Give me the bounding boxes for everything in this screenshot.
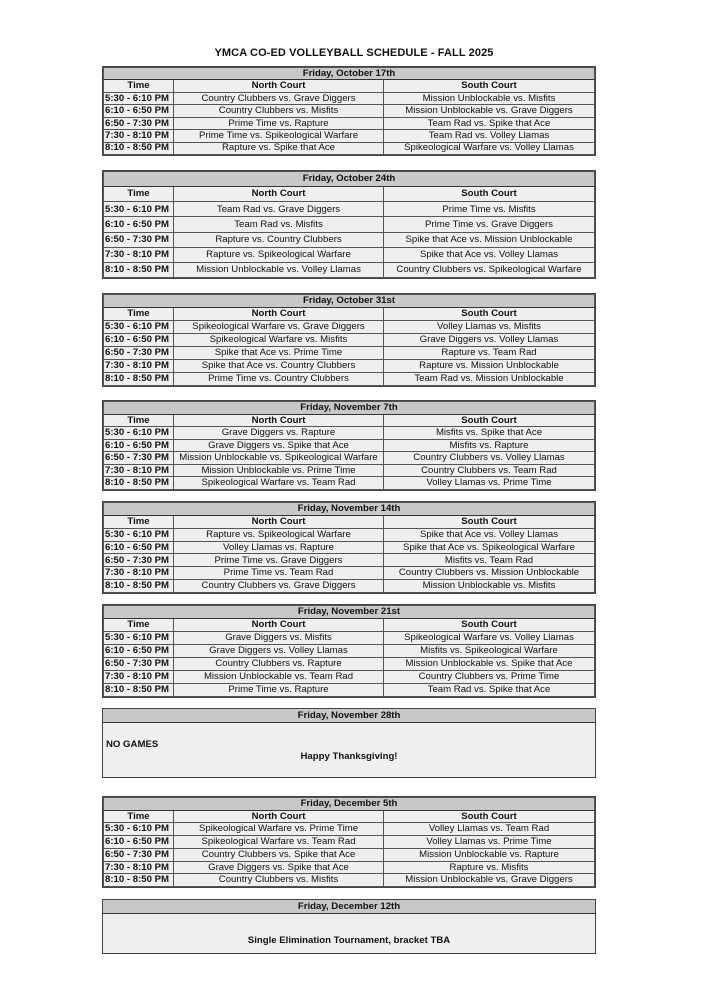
game-row — [104, 874, 595, 887]
game-time: 5:30 - 6:10 PM — [104, 823, 174, 836]
game-row — [104, 632, 595, 645]
game-row — [104, 554, 595, 567]
game-row — [104, 861, 595, 874]
south-court-matchup: Team Rad vs. Spike that Ace — [384, 684, 595, 697]
north-court-matchup: Spike that Ace vs. Country Clubbers — [174, 360, 384, 373]
north-court-matchup: Mission Unblockable vs. Volley Llamas — [174, 262, 384, 277]
south-court-matchup: Country Clubbers vs. Volley Llamas — [384, 452, 595, 465]
game-row — [104, 567, 595, 580]
schedule-table — [103, 797, 595, 887]
week-schedule — [102, 66, 596, 156]
south-court-header: South Court — [384, 187, 595, 202]
column-header-row — [104, 515, 595, 528]
north-court-matchup: Rapture vs. Spikeological Warfare — [174, 247, 384, 262]
game-time: 7:30 - 8:10 PM — [104, 247, 174, 262]
south-court-matchup: Country Clubbers vs. Spikeological Warfare — [384, 262, 595, 277]
south-court-matchup: Mission Unblockable vs. Rapture — [384, 848, 595, 861]
game-time: 7:30 - 8:10 PM — [104, 130, 174, 142]
north-court-header: North Court — [174, 619, 384, 632]
date-row — [104, 402, 595, 415]
game-row — [104, 373, 595, 386]
date-row — [104, 798, 595, 811]
game-row — [104, 452, 595, 465]
schedule-table — [103, 294, 595, 386]
week-date: Friday, December 5th — [104, 798, 595, 811]
game-row — [104, 130, 595, 142]
north-court-matchup: Rapture vs. Country Clubbers — [174, 232, 384, 247]
south-court-header: South Court — [384, 80, 595, 92]
week-date: Friday, November 14th — [104, 503, 595, 516]
south-court-matchup: Misfits vs. Rapture — [384, 439, 595, 452]
game-time: 7:30 - 8:10 PM — [104, 360, 174, 373]
game-row — [104, 658, 595, 671]
north-court-header: North Court — [174, 308, 384, 321]
no-games-note: NO GAMES — [106, 739, 159, 750]
south-court-matchup: Mission Unblockable vs. Spike that Ace — [384, 658, 595, 671]
north-court-matchup: Prime Time vs. Country Clubbers — [174, 373, 384, 386]
south-court-matchup: Team Rad vs. Mission Unblockable — [384, 373, 595, 386]
north-court-matchup: Country Clubbers vs. Spike that Ace — [174, 848, 384, 861]
game-row — [104, 247, 595, 262]
game-time: 6:50 - 7:30 PM — [104, 232, 174, 247]
game-time: 6:50 - 7:30 PM — [104, 554, 174, 567]
column-header-row — [104, 619, 595, 632]
north-court-header: North Court — [174, 515, 384, 528]
south-court-matchup: Mission Unblockable vs. Grave Diggers — [384, 105, 595, 117]
north-court-header: North Court — [174, 414, 384, 427]
week-date: Friday, October 17th — [104, 68, 595, 80]
week-schedule — [102, 796, 596, 888]
game-row — [104, 262, 595, 277]
north-court-matchup: Team Rad vs. Grave Diggers — [174, 202, 384, 217]
south-court-matchup: Volley Llamas vs. Misfits — [384, 321, 595, 334]
north-court-matchup: Team Rad vs. Misfits — [174, 217, 384, 232]
game-time: 6:10 - 6:50 PM — [104, 836, 174, 849]
game-row — [104, 580, 595, 593]
game-time: 5:30 - 6:10 PM — [104, 528, 174, 541]
game-time: 6:10 - 6:50 PM — [104, 541, 174, 554]
game-row — [104, 142, 595, 154]
week-date: Friday, November 21st — [104, 606, 595, 619]
north-court-matchup: Country Clubbers vs. Grave Diggers — [174, 580, 384, 593]
date-row — [104, 68, 595, 80]
south-court-matchup: Country Clubbers vs. Team Rad — [384, 464, 595, 477]
game-row — [104, 684, 595, 697]
game-time: 6:50 - 7:30 PM — [104, 658, 174, 671]
game-time: 6:10 - 6:50 PM — [104, 217, 174, 232]
week-date: Friday, December 12th — [103, 900, 595, 914]
game-time: 6:10 - 6:50 PM — [104, 439, 174, 452]
south-court-matchup: Grave Diggers vs. Volley Llamas — [384, 334, 595, 347]
game-time: 5:30 - 6:10 PM — [104, 632, 174, 645]
north-court-header: North Court — [174, 80, 384, 92]
north-court-matchup: Grave Diggers vs. Spike that Ace — [174, 439, 384, 452]
south-court-matchup: Prime Time vs. Grave Diggers — [384, 217, 595, 232]
game-time: 8:10 - 8:50 PM — [104, 874, 174, 887]
schedule-table — [103, 67, 595, 155]
game-row — [104, 232, 595, 247]
time-column-header: Time — [104, 308, 174, 321]
week-schedule — [102, 501, 596, 594]
game-row — [104, 360, 595, 373]
south-court-header: South Court — [384, 619, 595, 632]
north-court-matchup: Spikeological Warfare vs. Misfits — [174, 334, 384, 347]
game-row — [104, 541, 595, 554]
game-row — [104, 347, 595, 360]
south-court-matchup: Country Clubbers vs. Mission Unblockable — [384, 567, 595, 580]
game-time: 8:10 - 8:50 PM — [104, 580, 174, 593]
north-court-matchup: Prime Time vs. Spikeological Warfare — [174, 130, 384, 142]
column-header-row — [104, 80, 595, 92]
north-court-matchup: Rapture vs. Spikeological Warfare — [174, 528, 384, 541]
date-row — [104, 295, 595, 308]
south-court-matchup: Misfits vs. Spike that Ace — [384, 427, 595, 440]
north-court-matchup: Prime Time vs. Rapture — [174, 117, 384, 129]
game-row — [104, 105, 595, 117]
schedule-table — [103, 171, 595, 278]
south-court-matchup: Team Rad vs. Volley Llamas — [384, 130, 595, 142]
north-court-matchup: Spikeological Warfare vs. Grave Diggers — [174, 321, 384, 334]
north-court-matchup: Grave Diggers vs. Rapture — [174, 427, 384, 440]
south-court-header: South Court — [384, 414, 595, 427]
tournament-message: Single Elimination Tournament, bracket TBA — [247, 935, 451, 946]
game-time: 6:50 - 7:30 PM — [104, 117, 174, 129]
south-court-matchup: Spike that Ace vs. Mission Unblockable — [384, 232, 595, 247]
column-header-row — [104, 187, 595, 202]
column-header-row — [104, 414, 595, 427]
schedule-table — [103, 502, 595, 593]
game-time: 8:10 - 8:50 PM — [104, 684, 174, 697]
south-court-matchup: Volley Llamas vs. Prime Time — [384, 836, 595, 849]
south-court-matchup: Misfits vs. Team Rad — [384, 554, 595, 567]
north-court-matchup: Mission Unblockable vs. Team Rad — [174, 671, 384, 684]
north-court-matchup: Rapture vs. Spike that Ace — [174, 142, 384, 154]
south-court-matchup: Spike that Ace vs. Spikeological Warfare — [384, 541, 595, 554]
date-row — [104, 606, 595, 619]
game-row — [104, 836, 595, 849]
game-row — [104, 823, 595, 836]
game-row — [104, 321, 595, 334]
game-row — [104, 202, 595, 217]
north-court-matchup: Spikeological Warfare vs. Team Rad — [174, 477, 384, 490]
south-court-matchup: Spikeological Warfare vs. Volley Llamas — [384, 632, 595, 645]
north-court-matchup: Prime Time vs. Grave Diggers — [174, 554, 384, 567]
game-row — [104, 528, 595, 541]
game-time: 6:50 - 7:30 PM — [104, 848, 174, 861]
game-time: 8:10 - 8:50 PM — [104, 142, 174, 154]
tournament-week — [102, 899, 596, 954]
date-row — [104, 503, 595, 516]
north-court-matchup: Mission Unblockable vs. Prime Time — [174, 464, 384, 477]
thanksgiving-message: Happy Thanksgiving! — [300, 751, 398, 762]
week-date: Friday, October 31st — [104, 295, 595, 308]
game-time: 8:10 - 8:50 PM — [104, 262, 174, 277]
south-court-matchup: Misfits vs. Spikeological Warfare — [384, 645, 595, 658]
game-time: 7:30 - 8:10 PM — [104, 464, 174, 477]
time-column-header: Time — [104, 414, 174, 427]
week-date: Friday, October 24th — [104, 172, 595, 187]
south-court-matchup: Rapture vs. Misfits — [384, 861, 595, 874]
game-row — [104, 671, 595, 684]
game-time: 7:30 - 8:10 PM — [104, 861, 174, 874]
game-time: 5:30 - 6:10 PM — [104, 321, 174, 334]
south-court-matchup: Rapture vs. Mission Unblockable — [384, 360, 595, 373]
game-time: 5:30 - 6:10 PM — [104, 427, 174, 440]
south-court-matchup: Country Clubbers vs. Prime Time — [384, 671, 595, 684]
north-court-matchup: Country Clubbers vs. Grave Diggers — [174, 92, 384, 104]
north-court-matchup: Country Clubbers vs. Misfits — [174, 105, 384, 117]
game-time: 8:10 - 8:50 PM — [104, 477, 174, 490]
north-court-matchup: Grave Diggers vs. Spike that Ace — [174, 861, 384, 874]
schedule-title: YMCA CO-ED VOLLEYBALL SCHEDULE - FALL 2025 — [214, 47, 494, 59]
south-court-matchup: Spike that Ace vs. Volley Llamas — [384, 528, 595, 541]
date-row — [104, 172, 595, 187]
north-court-matchup: Country Clubbers vs. Rapture — [174, 658, 384, 671]
south-court-matchup: Prime Time vs. Misfits — [384, 202, 595, 217]
game-row — [104, 334, 595, 347]
game-row — [104, 848, 595, 861]
time-column-header: Time — [104, 80, 174, 92]
week-schedule — [102, 293, 596, 387]
south-court-matchup: Volley Llamas vs. Prime Time — [384, 477, 595, 490]
north-court-matchup: Spikeological Warfare vs. Prime Time — [174, 823, 384, 836]
game-time: 6:50 - 7:30 PM — [104, 347, 174, 360]
south-court-matchup: Spikeological Warfare vs. Volley Llamas — [384, 142, 595, 154]
game-row — [104, 464, 595, 477]
south-court-matchup: Rapture vs. Team Rad — [384, 347, 595, 360]
time-column-header: Time — [104, 515, 174, 528]
game-time: 5:30 - 6:10 PM — [104, 202, 174, 217]
south-court-header: South Court — [384, 515, 595, 528]
time-column-header: Time — [104, 810, 174, 823]
game-time: 6:10 - 6:50 PM — [104, 645, 174, 658]
week-schedule — [102, 170, 596, 279]
north-court-matchup: Spikeological Warfare vs. Team Rad — [174, 836, 384, 849]
game-row — [104, 427, 595, 440]
north-court-matchup: Spike that Ace vs. Prime Time — [174, 347, 384, 360]
game-row — [104, 477, 595, 490]
game-time: 8:10 - 8:50 PM — [104, 373, 174, 386]
game-row — [104, 92, 595, 104]
game-time: 7:30 - 8:10 PM — [104, 671, 174, 684]
week-date: Friday, November 7th — [104, 402, 595, 415]
north-court-matchup: Grave Diggers vs. Misfits — [174, 632, 384, 645]
south-court-header: South Court — [384, 810, 595, 823]
game-time: 6:10 - 6:50 PM — [104, 334, 174, 347]
north-court-matchup: Mission Unblockable vs. Spikeological Warfare — [174, 452, 384, 465]
column-header-row — [104, 308, 595, 321]
time-column-header: Time — [104, 187, 174, 202]
time-column-header: Time — [104, 619, 174, 632]
thanksgiving-week — [102, 708, 596, 778]
schedule-table — [103, 401, 595, 490]
game-row — [104, 439, 595, 452]
week-date: Friday, November 28th — [103, 709, 595, 723]
north-court-matchup: Prime Time vs. Rapture — [174, 684, 384, 697]
game-time: 5:30 - 6:10 PM — [104, 92, 174, 104]
game-row — [104, 645, 595, 658]
week-schedule — [102, 400, 596, 491]
game-time: 6:10 - 6:50 PM — [104, 105, 174, 117]
south-court-matchup: Team Rad vs. Spike that Ace — [384, 117, 595, 129]
game-time: 6:50 - 7:30 PM — [104, 452, 174, 465]
column-header-row — [104, 810, 595, 823]
week-schedule — [102, 604, 596, 698]
north-court-matchup: Prime Time vs. Team Rad — [174, 567, 384, 580]
south-court-matchup: Volley Llamas vs. Team Rad — [384, 823, 595, 836]
north-court-matchup: Grave Diggers vs. Volley Llamas — [174, 645, 384, 658]
south-court-matchup: Mission Unblockable vs. Misfits — [384, 92, 595, 104]
schedule-table — [103, 605, 595, 697]
south-court-header: South Court — [384, 308, 595, 321]
game-row — [104, 117, 595, 129]
north-court-matchup: Volley Llamas vs. Rapture — [174, 541, 384, 554]
game-time: 7:30 - 8:10 PM — [104, 567, 174, 580]
north-court-header: North Court — [174, 187, 384, 202]
south-court-matchup: Mission Unblockable vs. Grave Diggers — [384, 874, 595, 887]
north-court-matchup: Country Clubbers vs. Misfits — [174, 874, 384, 887]
south-court-matchup: Spike that Ace vs. Volley Llamas — [384, 247, 595, 262]
game-row — [104, 217, 595, 232]
north-court-header: North Court — [174, 810, 384, 823]
south-court-matchup: Mission Unblockable vs. Misfits — [384, 580, 595, 593]
